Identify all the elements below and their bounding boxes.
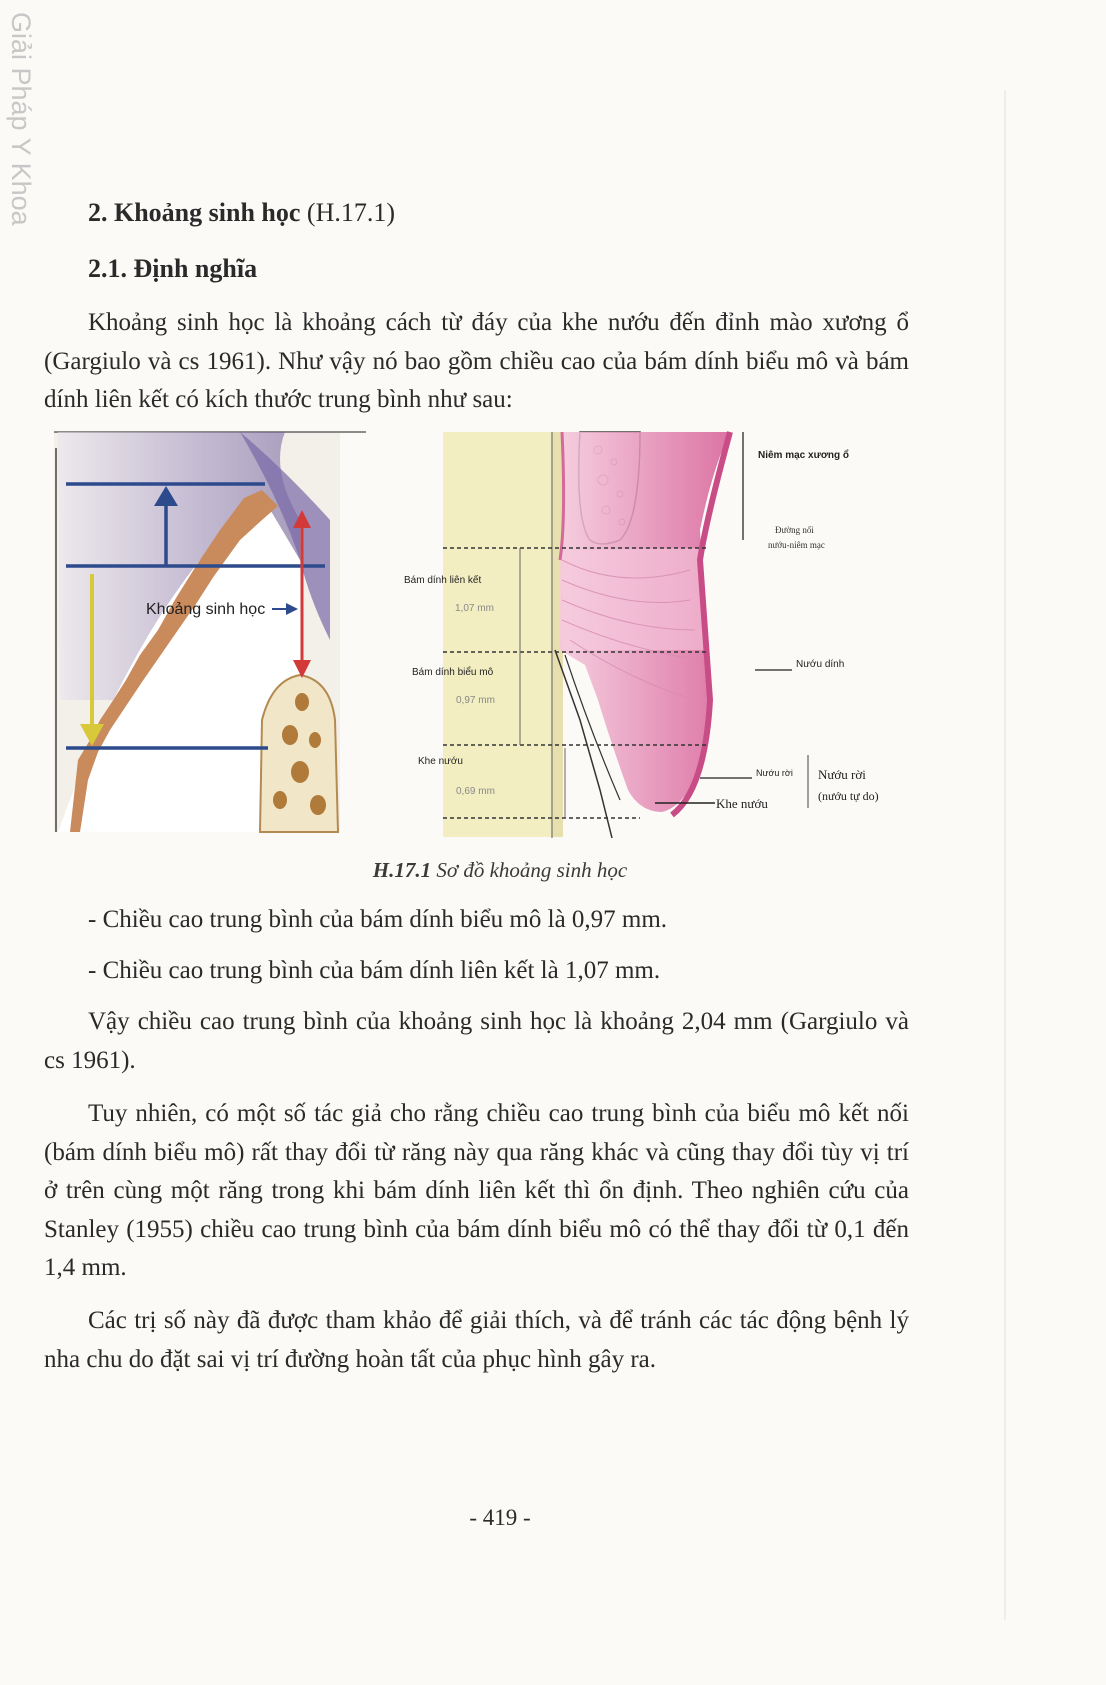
figure-caption	[0, 858, 1000, 883]
value-sulcus: 0,69 mm	[456, 786, 495, 797]
biologic-width-figure	[0, 0, 1000, 850]
label-mgj-line1: Đường nối	[775, 525, 814, 535]
value-epithelial-attachment: 0,97 mm	[456, 695, 495, 706]
label-sulcus: Khe nướu	[418, 756, 463, 767]
watermark: Giải Pháp Y Khoa	[6, 12, 36, 226]
label-sulcus-right: Khe nướu	[716, 796, 768, 811]
label-free-gingiva: Nướu rời	[818, 767, 866, 782]
section-ref: (H.17.1)	[300, 198, 395, 227]
right-diagram	[404, 432, 879, 838]
section-title: 2. Khoảng sinh học	[88, 198, 301, 227]
page-number: - 419 -	[469, 1505, 531, 1530]
value-connective-attachment: 1,07 mm	[455, 603, 494, 614]
caption-number: H.17.1	[372, 858, 432, 882]
bullet-epithelial: - Chiều cao trung bình của bám dính biểu mô là 0,97 mm.	[88, 906, 668, 933]
paragraph-definition: Khoảng sinh học là khoảng cách từ đáy của khe nướu đến đỉnh mào xương ổ (Gargiulo và cs 1961). Như vậy nó bao gồm chiều cao của bám dính biểu mô và bám dính liên kết có kích thước trung bình như sau:	[44, 309, 909, 413]
paragraph-total: Vậy chiều cao trung bình của khoảng sinh học là khoảng 2,04 mm (Gargiulo và cs 1961).	[44, 1008, 909, 1074]
paragraph-application: Các trị số này đã được tham khảo để giải thích, và để tránh các tác động bệnh lý nha chu do đặt sai vị trí đường hoàn tất của phục hình gây ra.	[44, 1307, 909, 1373]
attached-gingiva-zone	[560, 548, 704, 650]
label-attached-gingiva: Nướu dính	[796, 659, 845, 670]
left-diagram	[54, 432, 366, 832]
biologic-width-label: Khoảng sinh học	[146, 601, 266, 618]
paragraph-variation: Tuy nhiên, có một số tác giả cho rằng chiều cao trung bình của biểu mô kết nối (bám dính biểu mô) rất thay đổi từ răng này qua răng khác và cũng thay đổi tùy vị trí ở trên cùng một răng trong khi bám dính liên kết thì ổn định. Theo nghiên cứu của Stanley (1955) chiều cao trung bình của bám dính biểu mô có thể thay đổi từ 0,1 đến 1,4 mm.	[44, 1100, 909, 1281]
caption-text: Sơ đồ khoảng sinh học	[431, 858, 628, 882]
bullet-connective: - Chiều cao trung bình của bám dính liên kết là 1,07 mm.	[88, 957, 661, 984]
tooth-surface-band	[443, 432, 553, 837]
subsection-heading: 2.1. Định nghĩa	[88, 254, 258, 283]
label-free-gingiva-alt: (nướu tự do)	[818, 789, 879, 803]
page-edge	[1004, 90, 1006, 1620]
label-mgj-line2: nướu-niêm mạc	[768, 540, 825, 550]
label-alveolar-mucosa: Niêm mạc xương ổ	[758, 450, 850, 461]
label-connective-attachment: Bám dính liên kết	[404, 575, 482, 586]
label-epithelial-attachment: Bám dính biểu mô	[412, 667, 494, 678]
label-free-gingiva-small: Nướu rời	[756, 768, 793, 778]
